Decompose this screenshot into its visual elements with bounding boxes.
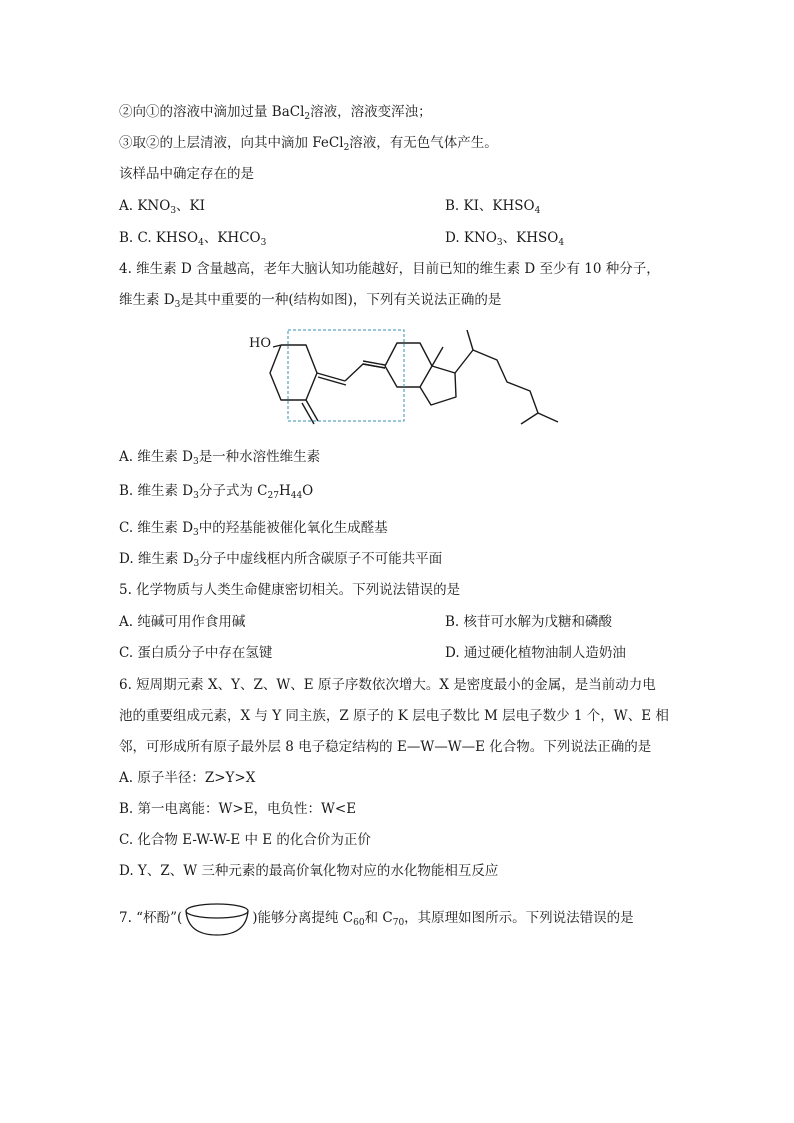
q6-option-d: D. Y、Z、W 三种元素的最高价氧化物对应的水化物能相互反应 — [119, 863, 499, 879]
methylene-bond — [306, 400, 318, 421]
q5-option-d: D. 通过硬化植物油制人造奶油 — [445, 645, 626, 661]
ring-c — [385, 343, 432, 387]
q6-stem-line2: 池的重要组成元素，X 与 Y 同主族，Z 原子的 K 层电子数比 M 层电子数少 1 个，W、E 相 — [119, 708, 669, 724]
q4-option-d: D. 维生素 $D_3$分子中虚线框内所含碳原子不可能共平面 — [119, 551, 443, 569]
calixarene-cup-icon — [184, 901, 250, 937]
q3-option-c: B. C. $KHSO_4$、$KHCO_3$ — [119, 230, 267, 248]
q6-stem-line3: 邻，可形成所有原子最外层 8 电子稳定结构的 E—W—W—E 化合物。下列说法正确的是 — [119, 739, 652, 755]
q3-question: 该样品中确定存在的是 — [119, 166, 254, 182]
q5-option-a: A. 纯碱可用作食用碱 — [119, 614, 246, 630]
q6-option-b: B. 第一电离能：W>E，电负性：W<E — [119, 801, 357, 817]
q6-stem-line1: 6. 短周期元素 X、Y、Z、W、E 原子序数依次增大。X 是密度最小的金属，是当前动力电 — [119, 677, 656, 693]
ring-d — [420, 366, 456, 405]
side-chain — [455, 350, 558, 422]
dashed-box — [288, 330, 404, 421]
q3-option-d: D. $KNO_3$、$KHSO_4$ — [445, 230, 565, 248]
q3-step3: ③取②的上层清液，向其中滴加 FeCl$_2$溶液，有无色气体产生。 — [119, 135, 498, 153]
q6-option-c: C. 化合物 E-W-W-E 中 E 的化合价为正价 — [119, 832, 371, 848]
q5-option-c: C. 蛋白质分子中存在氢键 — [119, 645, 273, 661]
q4-option-c: C. 维生素 $D_3$中的羟基能被催化氧化生成醛基 — [119, 520, 388, 538]
q3-option-b: B. KI、$KHSO_4$ — [445, 198, 541, 216]
angular-methyl — [432, 347, 443, 366]
q4-option-a: A. 维生素 $D_3$是一种水溶性维生素 — [119, 449, 321, 467]
q4-stem-line1: 4. 维生素 D 含量越高，老年大脑认知功能越好，目前已知的维生素 D 至少有 10 种分子， — [119, 261, 660, 277]
q5-stem: 5. 化学物质与人类生命健康密切相关。下列说法错误的是 — [119, 582, 461, 598]
chain-double-bond — [317, 373, 345, 381]
q3-step2: ②向①的溶液中滴加过量 BaCl$_2$溶液，溶液变浑浊； — [119, 104, 432, 122]
q4-option-b: B. 维生素 $D_3$分子式为 $C_{27}H_{44}O$ — [119, 483, 314, 501]
q7-stem: 7. “杯酚”( )能够分离提纯 $C_{60}$和 $C_{70}$，其原理如图所示。下列说法错误的是 — [119, 898, 634, 938]
q3-option-a: A. $KNO_3$、KI — [119, 198, 205, 216]
q4-stem-line2: 维生素 $D_3$是其中重要的一种(结构如图)，下列有关说法正确的是 — [119, 292, 502, 310]
q6-option-a: A. 原子半径：Z>Y>X — [119, 770, 256, 786]
q5-option-b: B. 核苷可水解为戊糖和磷酸 — [445, 614, 613, 630]
hydroxyl-label: HO — [249, 336, 271, 351]
ring-a — [270, 345, 317, 400]
vitamin-d3-structure — [245, 325, 575, 430]
